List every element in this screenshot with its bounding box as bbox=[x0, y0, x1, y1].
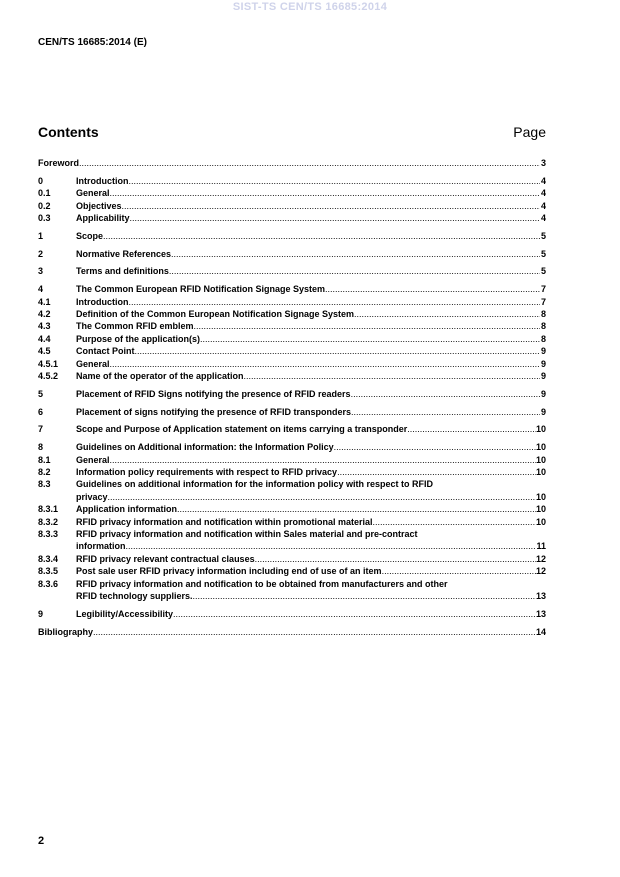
toc-page: 13 bbox=[535, 591, 546, 602]
dot-leader bbox=[129, 296, 541, 308]
toc-page: 8 bbox=[540, 321, 546, 332]
page-number: 2 bbox=[38, 835, 45, 847]
toc-page: 8 bbox=[540, 309, 546, 320]
toc-title: Post sale user RFID privacy information including end of use of an item bbox=[76, 566, 382, 577]
toc-title: Purpose of the application(s) bbox=[76, 333, 201, 344]
toc-page: 9 bbox=[540, 358, 546, 369]
toc-page: 7 bbox=[540, 296, 546, 307]
toc-number: 8.3.5 bbox=[38, 566, 59, 577]
toc-title: Application information bbox=[76, 504, 177, 515]
toc-entry-0[interactable] bbox=[38, 175, 546, 187]
toc-page: 5 bbox=[540, 248, 546, 259]
dot-leader bbox=[110, 187, 540, 199]
toc-title: RFID privacy information and notification within promotional material bbox=[76, 516, 373, 527]
toc-page: 5 bbox=[540, 266, 546, 277]
toc-entry-0-1[interactable] bbox=[38, 187, 546, 199]
toc-entry-8-3-3-heading[interactable] bbox=[38, 528, 546, 540]
dot-leader bbox=[382, 565, 536, 577]
toc-number: 8 bbox=[38, 442, 44, 453]
toc-entry-4-4[interactable] bbox=[38, 333, 546, 345]
toc-entry-9[interactable] bbox=[38, 608, 546, 620]
toc-number: 4.5 bbox=[38, 346, 51, 357]
dot-leader bbox=[407, 423, 536, 435]
toc-page: 3 bbox=[540, 158, 546, 168]
toc-number: 4.1 bbox=[38, 296, 51, 307]
dot-leader bbox=[193, 590, 536, 602]
document-id: CEN/TS 16685:2014 (E) bbox=[38, 37, 147, 48]
toc-number: 4.3 bbox=[38, 321, 51, 332]
dot-leader bbox=[177, 503, 536, 515]
toc-entry-8-3-6-heading[interactable] bbox=[38, 578, 546, 590]
toc-page: 7 bbox=[540, 284, 546, 295]
dot-leader bbox=[169, 265, 540, 277]
toc-title: Guidelines on additional information for the information policy with respect to RFID bbox=[76, 479, 434, 490]
toc-title-continuation: privacy bbox=[76, 491, 108, 502]
toc-page: 9 bbox=[540, 346, 546, 357]
toc-entry-8-3-1[interactable] bbox=[38, 503, 546, 515]
toc-entry-8-3-4[interactable] bbox=[38, 553, 546, 565]
toc-title: Foreword bbox=[38, 158, 80, 168]
dot-leader bbox=[103, 230, 540, 242]
toc-number: 0.3 bbox=[38, 213, 51, 224]
toc-entry-8-3-5[interactable] bbox=[38, 565, 546, 577]
toc-title: Name of the operator of the application bbox=[76, 371, 244, 382]
toc-entry-8-3-6-continuation[interactable] bbox=[38, 590, 546, 602]
dot-leader bbox=[108, 491, 536, 503]
toc-title: Information policy requirements with respect to RFID privacy bbox=[76, 467, 338, 478]
dot-leader bbox=[373, 516, 536, 528]
toc-number: 8.2 bbox=[38, 467, 51, 478]
toc-entry-8-2[interactable] bbox=[38, 466, 546, 478]
toc-entry-8[interactable] bbox=[38, 441, 546, 453]
dot-leader bbox=[255, 553, 536, 565]
toc-number: 3 bbox=[38, 266, 44, 277]
toc-title: General bbox=[76, 358, 110, 369]
toc-number: 0.2 bbox=[38, 200, 51, 211]
toc-title: Bibliography bbox=[38, 626, 94, 637]
toc-number: 4.2 bbox=[38, 309, 51, 320]
toc-title: Introduction bbox=[76, 296, 129, 307]
dot-leader bbox=[135, 345, 541, 357]
dot-leader bbox=[173, 608, 536, 620]
toc-entry-8-3-continuation[interactable] bbox=[38, 491, 546, 503]
toc-entry-1[interactable] bbox=[38, 230, 546, 242]
toc-page: 10 bbox=[535, 442, 546, 453]
toc-number: 1 bbox=[38, 230, 44, 241]
page-column-label: Page bbox=[513, 124, 546, 140]
toc-entry-8-3-2[interactable] bbox=[38, 516, 546, 528]
toc-page: 11 bbox=[536, 541, 546, 552]
toc-entry-bibliography[interactable] bbox=[38, 626, 546, 638]
toc-page: 13 bbox=[535, 608, 546, 619]
toc-page: 14 bbox=[535, 626, 546, 637]
toc-page: 9 bbox=[540, 371, 546, 382]
toc-number: 4.4 bbox=[38, 333, 51, 344]
toc-entry-0-2[interactable] bbox=[38, 200, 546, 212]
toc-page: 10 bbox=[535, 504, 546, 515]
toc-number: 0 bbox=[38, 175, 44, 186]
dot-leader bbox=[171, 248, 540, 260]
contents-heading: Contents bbox=[38, 124, 99, 140]
toc-title: Definition of the Common European Notification Signage System bbox=[76, 309, 355, 320]
toc-page: 5 bbox=[540, 230, 546, 241]
dot-leader bbox=[200, 333, 540, 345]
toc-number: 8.3.4 bbox=[38, 553, 59, 564]
toc-entry-4-5-2[interactable] bbox=[38, 370, 546, 382]
toc-entry-8-3-3-continuation[interactable] bbox=[38, 540, 546, 552]
dot-leader bbox=[325, 283, 540, 295]
toc-title: RFID privacy information and notification to be obtained from manufacturers and other bbox=[76, 578, 448, 589]
toc-page: 10 bbox=[535, 454, 546, 465]
toc-title: Applicability bbox=[76, 213, 130, 224]
toc-title: RFID privacy relevant contractual clauses bbox=[76, 553, 255, 564]
toc-title: The Common European RFID Notification Signage System bbox=[76, 284, 326, 295]
toc-page: 10 bbox=[535, 424, 546, 435]
toc-title-continuation: information bbox=[76, 541, 126, 552]
toc-title: The Common RFID emblem bbox=[76, 321, 194, 332]
toc-title: Placement of RFID Signs notifying the presence of RFID readers bbox=[76, 388, 351, 399]
toc-number: 0.1 bbox=[38, 188, 51, 199]
toc-title-continuation: RFID technology suppliers. bbox=[76, 591, 193, 602]
toc-page: 12 bbox=[535, 553, 546, 564]
toc-title: Contact Point bbox=[76, 346, 135, 357]
toc-title: Scope bbox=[76, 230, 104, 241]
toc-page: 10 bbox=[535, 467, 546, 478]
toc-title: General bbox=[76, 454, 110, 465]
toc-entry-2[interactable] bbox=[38, 248, 546, 260]
dot-leader bbox=[351, 388, 540, 400]
toc-entry-4-1[interactable] bbox=[38, 296, 546, 308]
toc-page: 9 bbox=[540, 388, 546, 399]
toc-page: 9 bbox=[540, 406, 546, 417]
dot-leader bbox=[354, 308, 540, 320]
toc-title: RFID privacy information and notification within Sales material and pre-contract bbox=[76, 529, 418, 540]
watermark: SIST-TS CEN/TS 16685:2014 bbox=[232, 1, 388, 13]
dot-leader bbox=[194, 320, 540, 332]
toc-number: 4.5.1 bbox=[38, 358, 59, 369]
toc-page: 10 bbox=[535, 516, 546, 527]
toc-title: Scope and Purpose of Application statement on items carrying a transponder bbox=[76, 424, 408, 435]
dot-leader bbox=[126, 540, 537, 552]
toc-page: 10 bbox=[535, 491, 546, 502]
toc-number: 7 bbox=[38, 424, 44, 435]
table-of-contents bbox=[38, 157, 546, 638]
toc-entry-8-1[interactable] bbox=[38, 454, 546, 466]
toc-entry-3[interactable] bbox=[38, 265, 546, 277]
toc-page: 4 bbox=[540, 213, 546, 224]
dot-leader bbox=[334, 441, 536, 453]
toc-number: 8.1 bbox=[38, 454, 51, 465]
dot-leader bbox=[244, 370, 540, 382]
toc-entry-4-5-1[interactable] bbox=[38, 358, 546, 370]
dot-leader bbox=[93, 626, 536, 638]
toc-number: 2 bbox=[38, 248, 44, 259]
dot-leader bbox=[122, 200, 540, 212]
toc-number: 8.3.3 bbox=[38, 529, 59, 540]
toc-number: 8.3.1 bbox=[38, 504, 59, 515]
dot-leader bbox=[129, 175, 541, 187]
toc-entry-0-3[interactable] bbox=[38, 212, 546, 224]
toc-title: Terms and definitions bbox=[76, 266, 169, 277]
toc-page: 12 bbox=[535, 566, 546, 577]
toc-title: Introduction bbox=[76, 175, 129, 186]
toc-entry-4-3[interactable] bbox=[38, 320, 546, 332]
toc-page: 8 bbox=[540, 333, 546, 344]
toc-title: Objectives bbox=[76, 200, 122, 211]
toc-entry-8-3-heading[interactable] bbox=[38, 478, 546, 490]
toc-number: 8.3.2 bbox=[38, 516, 59, 527]
toc-title: General bbox=[76, 188, 110, 199]
toc-number: 8.3 bbox=[38, 479, 51, 490]
toc-title: Guidelines on Additional information: the Information Policy bbox=[76, 442, 334, 453]
toc-number: 9 bbox=[38, 608, 44, 619]
toc-entry-6[interactable] bbox=[38, 406, 546, 418]
toc-entry-4-5[interactable] bbox=[38, 345, 546, 357]
toc-page: 4 bbox=[540, 175, 546, 186]
dot-leader bbox=[130, 212, 540, 224]
toc-entry-foreword[interactable] bbox=[38, 157, 546, 169]
toc-page: 4 bbox=[540, 188, 546, 199]
toc-entry-4-2[interactable] bbox=[38, 308, 546, 320]
toc-number: 6 bbox=[38, 406, 44, 417]
toc-title: Legibility/Accessibility bbox=[76, 608, 174, 619]
toc-title: Normative References bbox=[76, 248, 172, 259]
toc-number: 4 bbox=[38, 284, 44, 295]
dot-leader bbox=[351, 406, 540, 418]
dot-leader bbox=[79, 157, 540, 169]
toc-number: 5 bbox=[38, 388, 44, 399]
toc-entry-4[interactable] bbox=[38, 283, 546, 295]
toc-page: 4 bbox=[540, 200, 546, 211]
toc-number: 4.5.2 bbox=[38, 371, 59, 382]
toc-number: 8.3.6 bbox=[38, 578, 59, 589]
dot-leader bbox=[110, 454, 536, 466]
dot-leader bbox=[337, 466, 536, 478]
toc-entry-7[interactable] bbox=[38, 423, 546, 435]
dot-leader bbox=[110, 358, 540, 370]
toc-title: Placement of signs notifying the presence of RFID transponders bbox=[76, 406, 352, 417]
toc-entry-5[interactable] bbox=[38, 388, 546, 400]
